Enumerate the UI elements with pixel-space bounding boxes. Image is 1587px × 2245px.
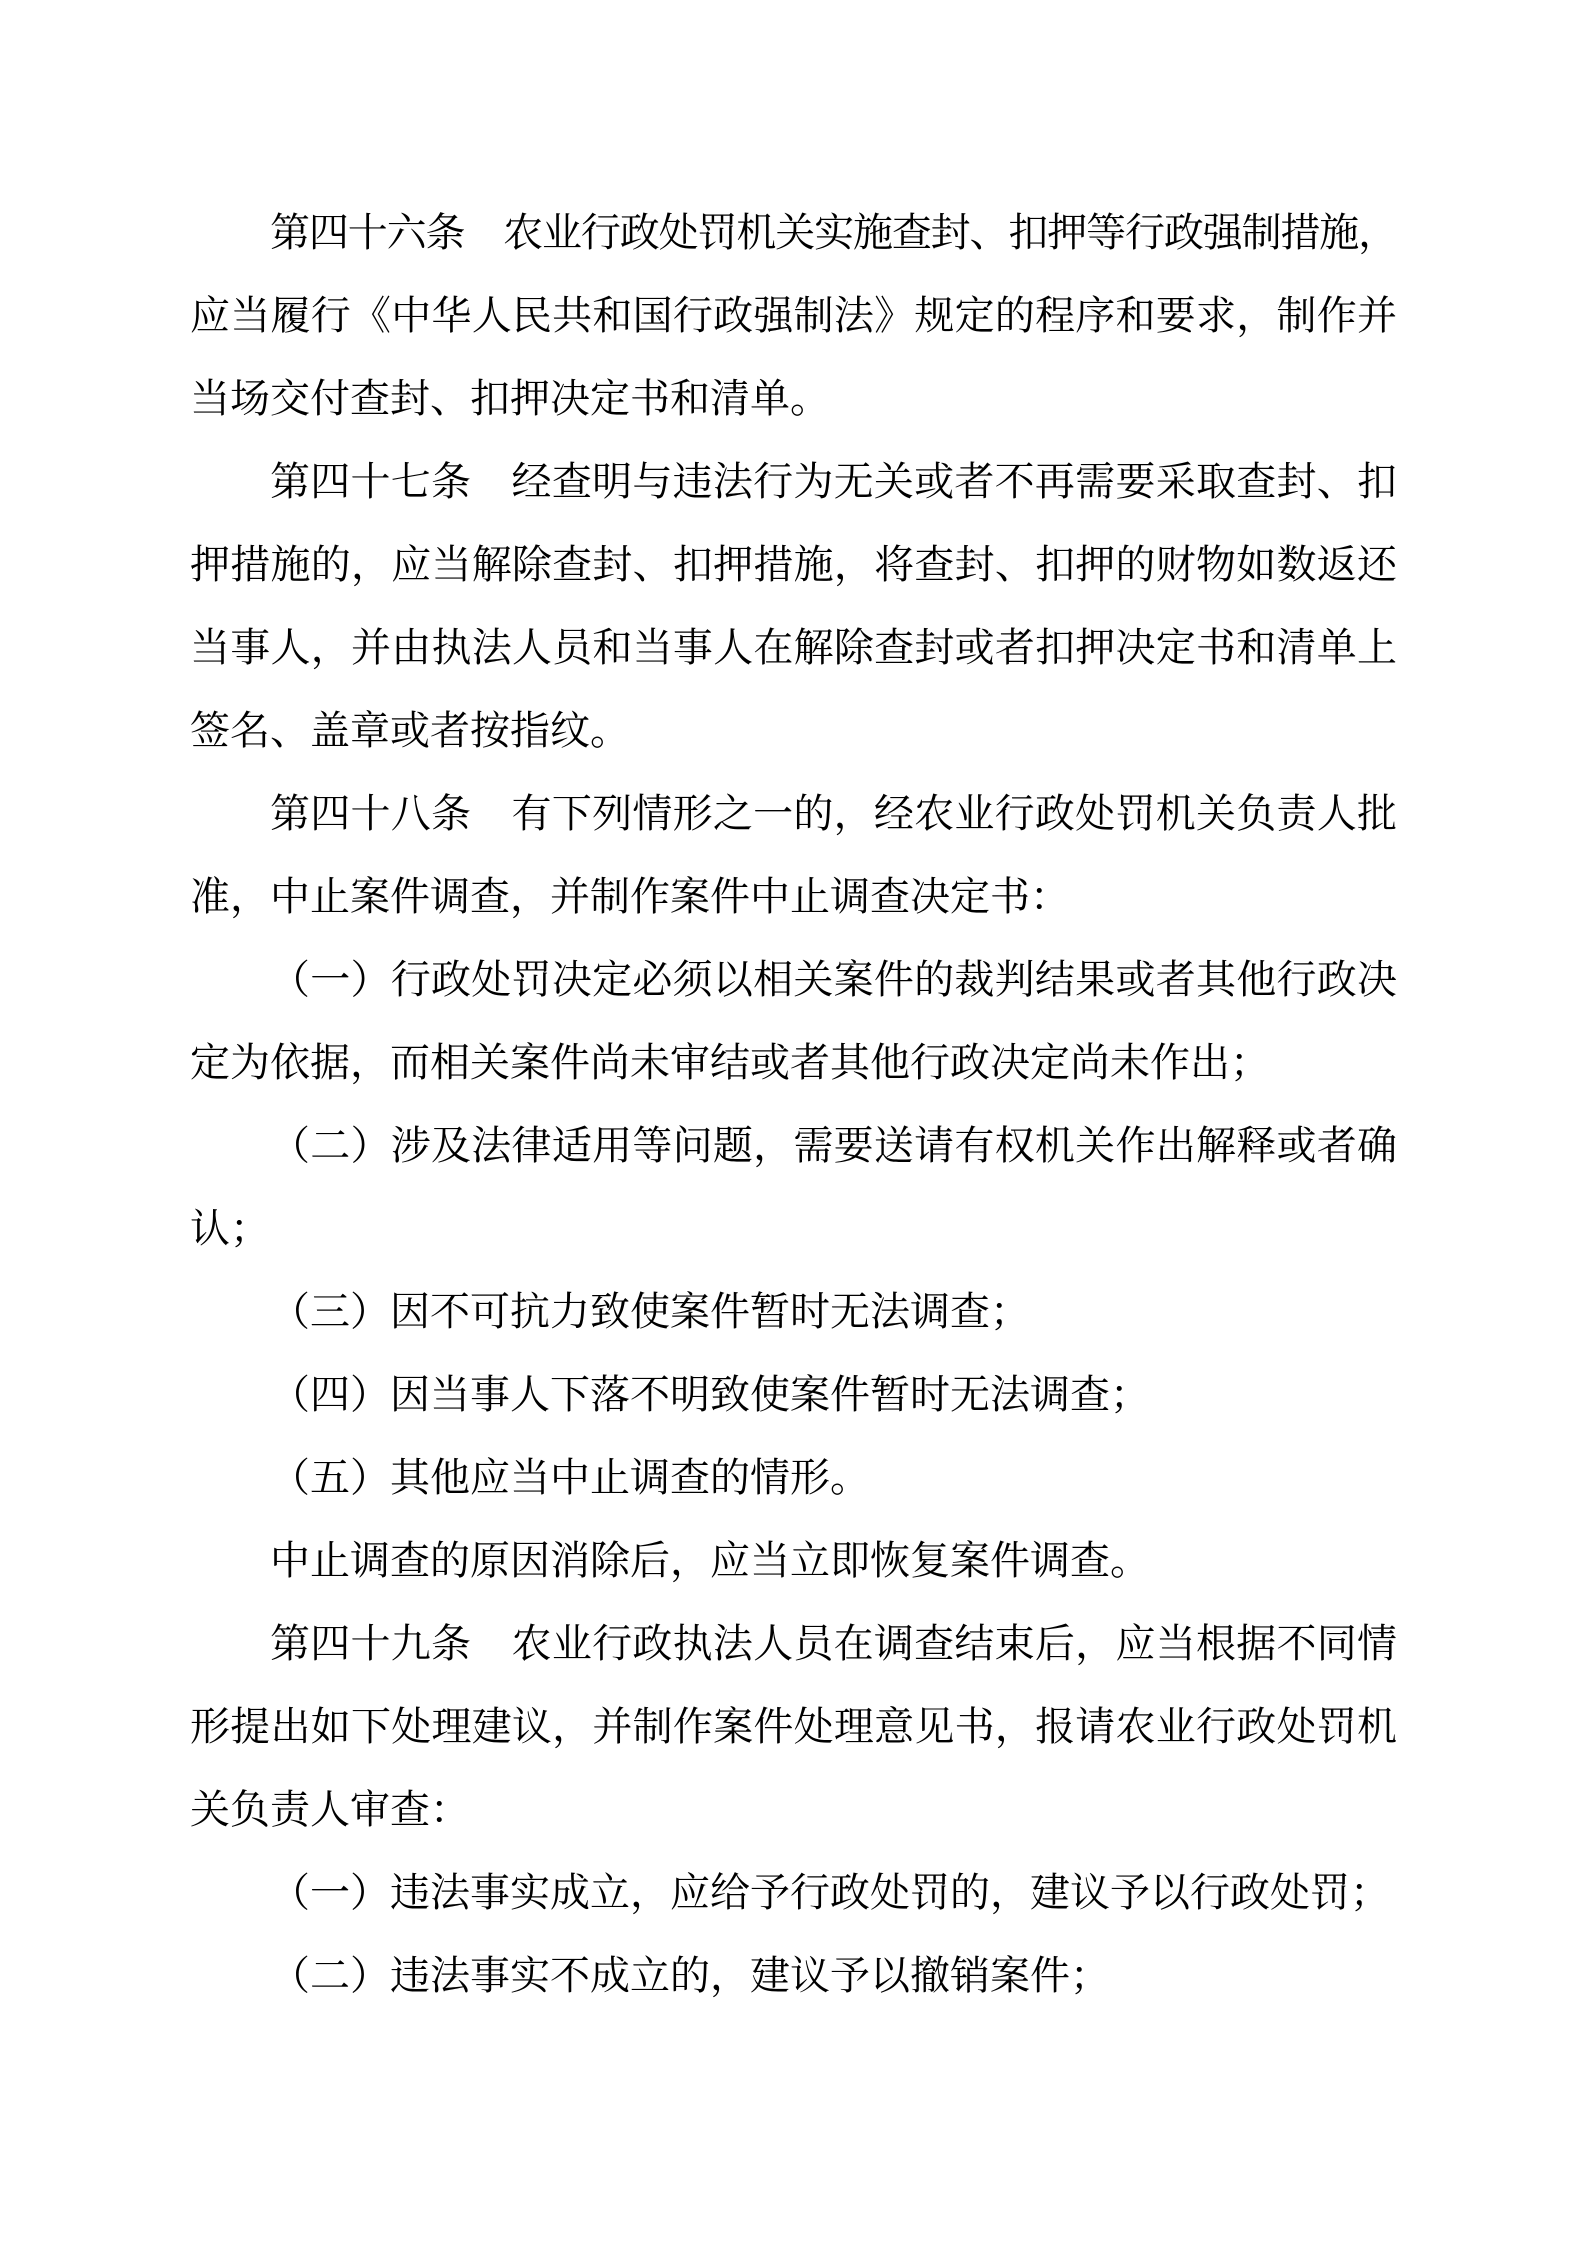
- text-line: 认；: [190, 1206, 270, 1251]
- text-line: （五）其他应当中止调查的情形。: [270, 1455, 870, 1500]
- text-line: 第四十八条 有下列情形之一的，经农业行政处罚机关负责人批: [270, 791, 1397, 836]
- article-48-item-5: [190, 1436, 1397, 1519]
- text-line: 形提出如下处理建议，并制作案件处理意见书，报请农业行政处罚机: [190, 1704, 1397, 1749]
- text-line: 关负责人审查：: [190, 1787, 470, 1832]
- text-line: （三）因不可抗力致使案件暂时无法调查；: [270, 1289, 1030, 1334]
- article-47-paragraph: [190, 440, 1397, 772]
- text-line: 当事人，并由执法人员和当事人在解除查封或者扣押决定书和清单上: [190, 625, 1397, 670]
- article-48-item-2: [190, 1104, 1397, 1270]
- text-line: （二）涉及法律适用等问题，需要送请有权机关作出解释或者确: [270, 1123, 1397, 1168]
- article-48-closing-paragraph: [190, 1519, 1397, 1602]
- document-body: [190, 191, 1397, 2017]
- text-line: 签名、盖章或者按指纹。: [190, 708, 630, 753]
- article-48-lead-paragraph: [190, 772, 1397, 938]
- text-line: 定为依据，而相关案件尚未审结或者其他行政决定尚未作出；: [190, 1040, 1270, 1085]
- text-line: 第四十六条 农业行政处罚机关实施查封、扣押等行政强制措施，: [270, 210, 1397, 255]
- text-line: （一）违法事实成立，应给予行政处罚的，建议予以行政处罚；: [270, 1870, 1390, 1915]
- article-49-lead-paragraph: [190, 1602, 1397, 1851]
- article-49-item-1: [190, 1851, 1397, 1934]
- article-48-item-1: [190, 938, 1397, 1104]
- text-line: 押措施的，应当解除查封、扣押措施，将查封、扣押的财物如数返还: [190, 542, 1397, 587]
- article-48-item-3: [190, 1270, 1397, 1353]
- text-line: 应当履行《中华人民共和国行政强制法》规定的程序和要求，制作并: [190, 293, 1397, 338]
- text-line: （一）行政处罚决定必须以相关案件的裁判结果或者其他行政决: [270, 957, 1397, 1002]
- text-line: 第四十七条 经查明与违法行为无关或者不再需要采取查封、扣: [270, 459, 1397, 504]
- text-line: 中止调查的原因消除后，应当立即恢复案件调查。: [270, 1538, 1150, 1583]
- text-line: 准，中止案件调查，并制作案件中止调查决定书：: [190, 874, 1070, 919]
- text-line: （四）因当事人下落不明致使案件暂时无法调查；: [270, 1372, 1150, 1417]
- text-line: 第四十九条 农业行政执法人员在调查结束后，应当根据不同情: [270, 1621, 1397, 1666]
- article-49-item-2: [190, 1934, 1397, 2017]
- article-46-paragraph: [190, 191, 1397, 440]
- article-48-item-4: [190, 1353, 1397, 1436]
- text-line: 当场交付查封、扣押决定书和清单。: [190, 376, 830, 421]
- text-line: （二）违法事实不成立的，建议予以撤销案件；: [270, 1953, 1110, 1998]
